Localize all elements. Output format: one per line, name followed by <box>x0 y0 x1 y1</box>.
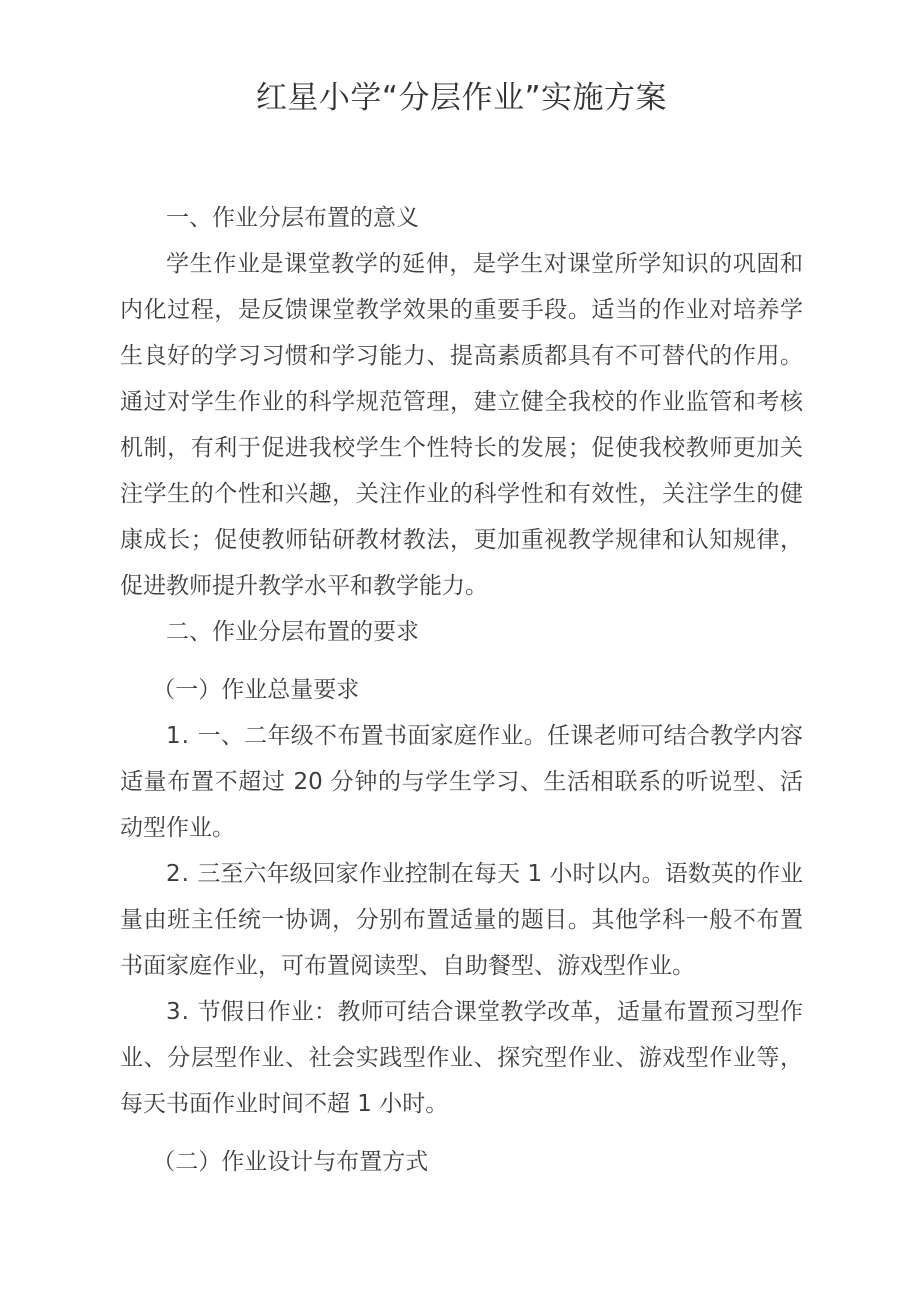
list-item-2 <box>120 851 803 989</box>
list-item-1-number: 1. <box>166 723 190 749</box>
subsection-2-heading: （二）作业设计与布置方式 <box>152 1149 429 1175</box>
list-item-1 <box>120 713 803 851</box>
list-item-3-number: 3. <box>166 999 190 1025</box>
list-item-2-text: 三至六年级回家作业控制在每天 1 小时以内。语数英的作业量由班主任统一协调，分别布置适量的题目。其他学科一般不布置书面家庭作业，可布置阅读型、自助餐型、游戏型作业。 <box>120 861 803 979</box>
document-title: 红星小学“分层作业”实施方案 <box>255 80 668 116</box>
list-item-3-text: 节假日作业：教师可结合课堂教学改革，适量布置预习型作业、分层型作业、社会实践型作业、探究型作业、游戏型作业等，每天书面作业时间不超 1 小时。 <box>120 999 803 1117</box>
subsection-1-heading: （一）作业总量要求 <box>152 677 360 703</box>
section-1-heading: 一、作业分层布置的意义 <box>166 205 419 231</box>
list-item-3 <box>120 989 803 1127</box>
list-item-2-number: 2. <box>166 861 190 887</box>
section-1-paragraph: 学生作业是课堂教学的延伸，是学生对课堂所学知识的巩固和内化过程，是反馈课堂教学效果的重要手段。适当的作业对培养学生良好的学习习惯和学习能力、提高素质都具有不可替代的作用。通过对学生作业的科学规范管理，建立健全我校的作业监管和考核机制，有利于促进我校学生个性特长的发展；促使我校教师更加关注学生的个性和兴趣，关注作业的科学性和有效性，关注学生的健康成长；促使教师钻研教材教法，更加重视教学规律和认知规律，促进教师提升教学水平和教学能力。 <box>120 251 803 599</box>
list-item-1-text: 一、二年级不布置书面家庭作业。任课老师可结合教学内容适量布置不超过 20 分钟的与学生学习、生活相联系的听说型、活动型作业。 <box>120 723 803 841</box>
section-2-heading: 二、作业分层布置的要求 <box>166 619 419 645</box>
